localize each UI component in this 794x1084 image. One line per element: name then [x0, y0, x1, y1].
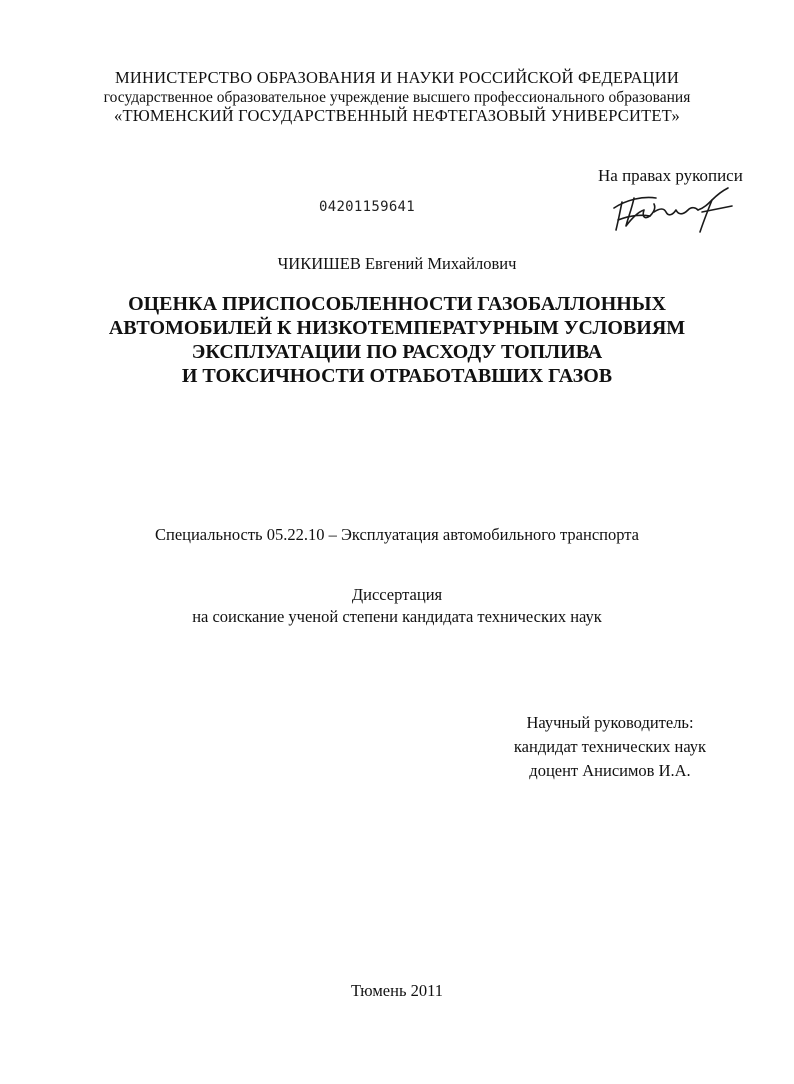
handwritten-signature: [608, 186, 738, 238]
ministry-heading: МИНИСТЕРСТВО ОБРАЗОВАНИЯ И НАУКИ РОССИЙСКОЙ ФЕДЕРАЦИИ: [115, 68, 679, 87]
dissertation-degree: на соискание ученой степени кандидата технических наук: [192, 607, 602, 626]
supervisor-degree: кандидат технических наук: [513, 737, 707, 756]
dissertation-label: Диссертация: [351, 585, 443, 604]
city-year: Тюмень 2011: [351, 981, 443, 1000]
title-line: ОЦЕНКА ПРИСПОСОБЛЕННОСТИ ГАЗОБАЛЛОННЫХ: [128, 293, 666, 315]
university-name: «ТЮМЕНСКИЙ ГОСУДАРСТВЕННЫЙ НЕФТЕГАЗОВЫЙ УНИВЕРСИТЕТ»: [114, 106, 680, 125]
supervisor-block: [498, 711, 722, 783]
specialty-line: Специальность 05.22.10 – Эксплуатация автомобильного транспорта: [154, 525, 639, 544]
supervisor-name: доцент Анисимов И.А.: [529, 761, 691, 780]
title-line: И ТОКСИЧНОСТИ ОТРАБОТАВШИХ ГАЗОВ: [181, 365, 613, 387]
author-name: ЧИКИШЕВ Евгений Михайлович: [277, 254, 517, 273]
registry-number: 04201159641: [319, 199, 416, 215]
manuscript-note: На правах рукописи: [598, 166, 743, 185]
title-line: ЭКСПЛУАТАЦИИ ПО РАСХОДУ ТОПЛИВА: [191, 341, 603, 363]
institution-type: государственное образовательное учреждение высшего профессионального образования: [103, 89, 691, 106]
dissertation-title: [0, 292, 794, 388]
title-line: АВТОМОБИЛЕЙ К НИЗКОТЕМПЕРАТУРНЫМ УСЛОВИЯМ: [108, 317, 686, 339]
supervisor-label: Научный руководитель:: [526, 713, 694, 732]
